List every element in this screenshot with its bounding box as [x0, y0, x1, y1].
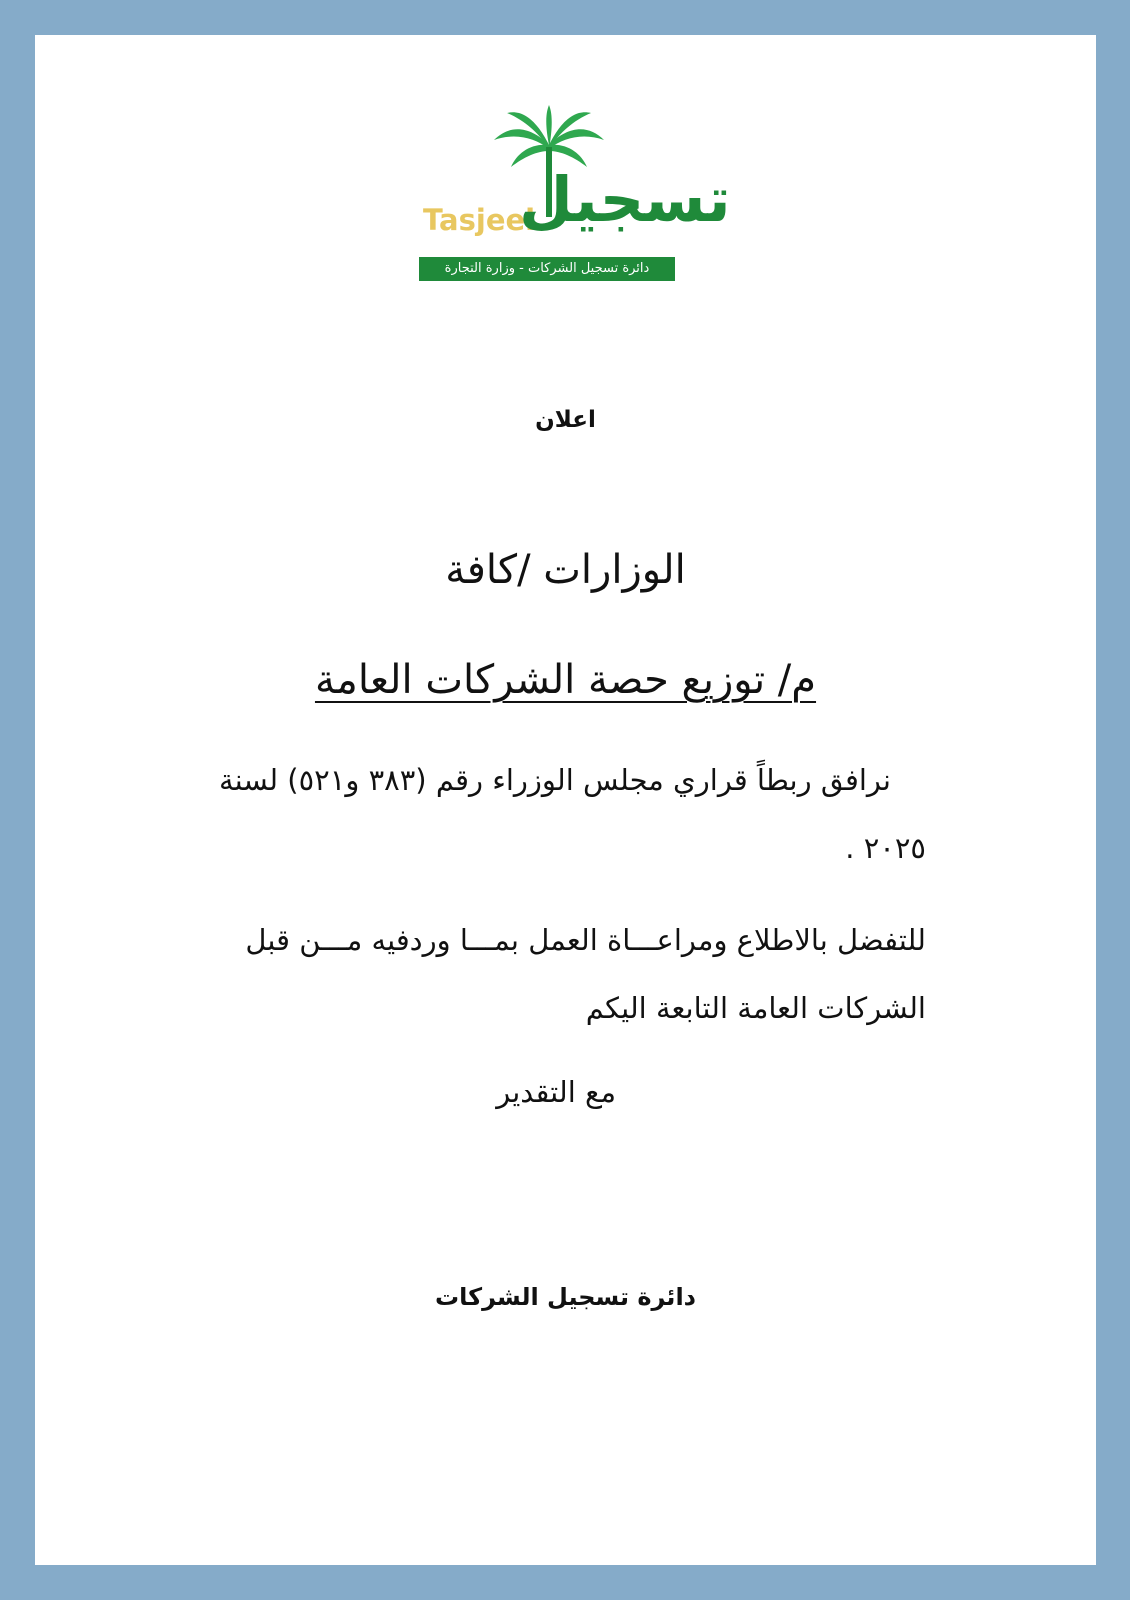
logo-arabic-text: تسجيل [519, 163, 731, 236]
body-line-1: نرافق ربطاً قراري مجلس الوزراء رقم (٣٨٣ و٥٢١) لسنة [219, 763, 891, 797]
logo-strip-text: دائرة تسجيل الشركات - وزارة التجارة [419, 257, 675, 281]
signature-line: دائرة تسجيل الشركات [435, 1283, 696, 1311]
announcement-heading: اعلان [535, 407, 596, 433]
body-line-2: ٢٠٢٥ . [845, 831, 926, 865]
addressee-line: الوزارات /كافة [445, 547, 686, 593]
tasjeel-logo [419, 105, 731, 285]
document-page [35, 35, 1096, 1565]
subject-text: م/ توزيع حصة الشركات العامة [314, 657, 817, 703]
body-line-3: للتفضل بالاطلاع ومراعـــاة العمل بمـــا وردفيه مـــن قبل [245, 923, 926, 957]
logo-latin-text: Tasjeel [423, 203, 536, 237]
body-line-4: الشركات العامة التابعة اليكم [585, 991, 926, 1025]
subject-line [35, 657, 1096, 703]
closing-line: مع التقدير [496, 1075, 616, 1109]
